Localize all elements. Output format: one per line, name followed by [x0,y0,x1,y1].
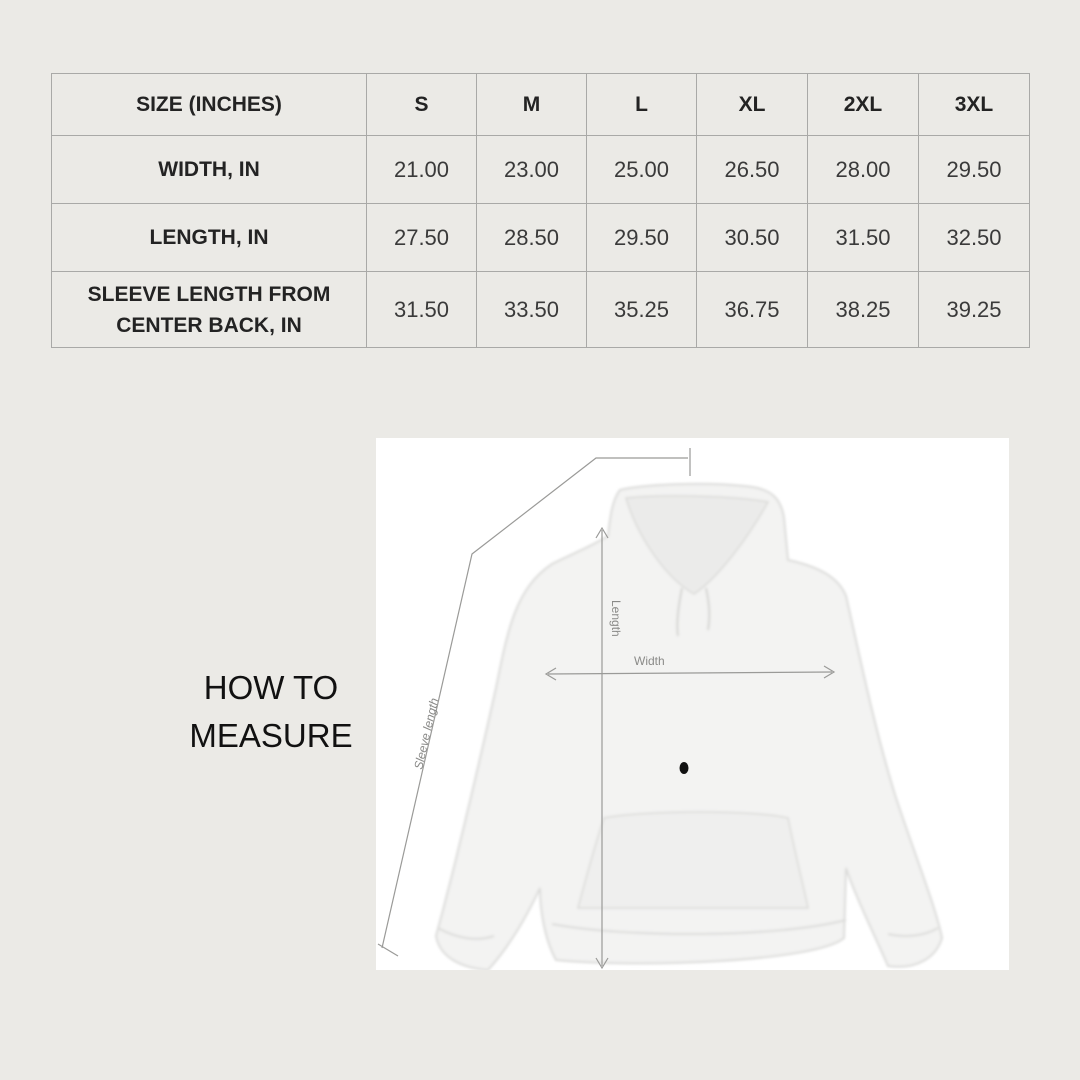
table-cell: 29.50 [919,136,1030,204]
header-cell-l: L [587,74,697,136]
size-chart-table [51,73,1030,348]
table-cell: 31.50 [367,272,477,348]
sleeve-length-label: Sleeve length [411,696,442,771]
table-cell: 38.25 [808,272,919,348]
table-row-sleeve-length [52,272,1030,348]
table-cell: 36.75 [697,272,808,348]
header-cell-xl: XL [697,74,808,136]
table-cell: 27.50 [367,204,477,272]
table-cell: 32.50 [919,204,1030,272]
row-label-width: WIDTH, IN [52,136,367,204]
width-label: Width [634,654,665,668]
length-label: Length [609,600,623,637]
hoodie-illustration [376,438,1009,970]
hoodie-shape [436,484,942,970]
table-header-row [52,74,1030,136]
table-cell: 30.50 [697,204,808,272]
row-label-length: LENGTH, IN [52,204,367,272]
table-cell: 33.50 [477,272,587,348]
how-to-measure-line-2: MEASURE [189,717,353,754]
header-cell-2xl: 2XL [808,74,919,136]
hoodie-measurement-diagram [376,438,1009,970]
table-row-width [52,136,1030,204]
table-row-length [52,204,1030,272]
header-cell-s: S [367,74,477,136]
table-cell: 23.00 [477,136,587,204]
table-cell: 29.50 [587,204,697,272]
fabric-dot [680,762,689,774]
table-cell: 39.25 [919,272,1030,348]
table-cell: 26.50 [697,136,808,204]
table-cell: 35.25 [587,272,697,348]
how-to-measure-heading [176,664,366,760]
table-cell: 31.50 [808,204,919,272]
how-to-measure-line-1: HOW TO [203,669,339,706]
table-cell: 25.00 [587,136,697,204]
header-cell-m: M [477,74,587,136]
table-cell: 28.00 [808,136,919,204]
header-cell-size-label: SIZE (INCHES) [52,74,367,136]
header-cell-3xl: 3XL [919,74,1030,136]
table-cell: 21.00 [367,136,477,204]
table-cell: 28.50 [477,204,587,272]
row-label-sleeve-length: SLEEVE LENGTH FROM CENTER BACK, IN [52,272,367,348]
